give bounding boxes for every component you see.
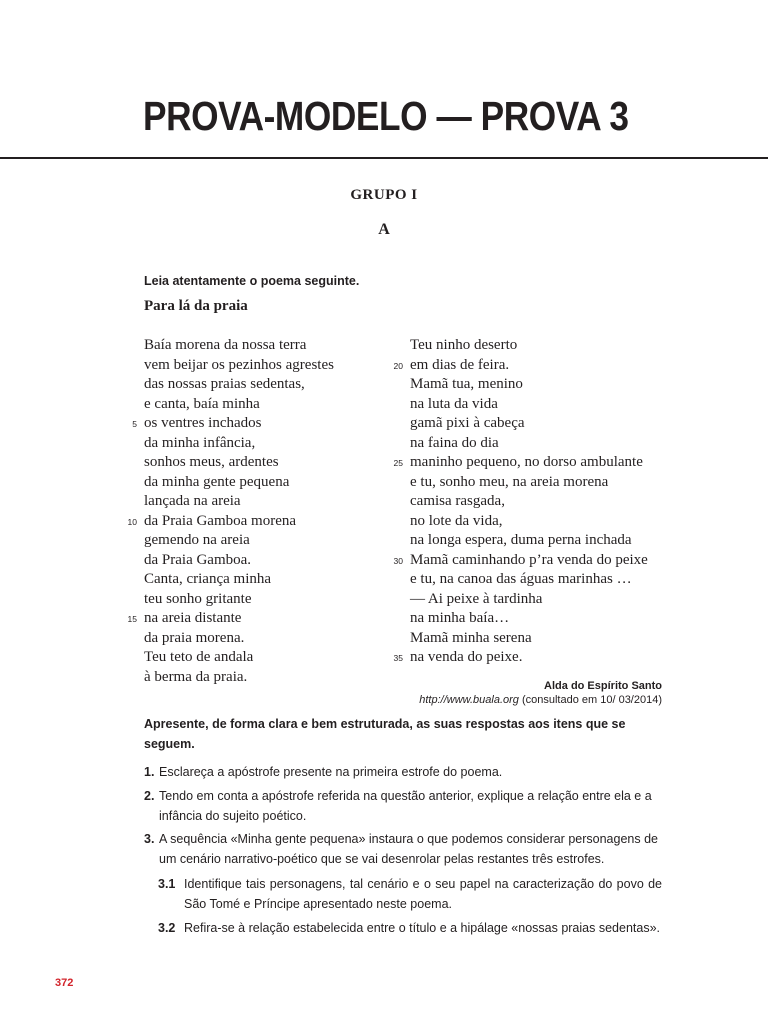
poem-line-text: na faina do dia [410, 434, 499, 451]
poem-right-column [393, 336, 648, 668]
question-text: Tendo em conta a apóstrofe referida na questão anterior, explique a relação entre ela e a infância do sujeito poético. [159, 789, 652, 823]
poem-line [127, 512, 334, 532]
question-number: 1. [144, 765, 155, 779]
question-number: 3.2 [158, 921, 176, 935]
poem-line-text: no lote da vida, [410, 512, 503, 529]
question-3 [144, 829, 664, 869]
poem-line-text: — Ai peixe à tardinha [410, 590, 543, 607]
poem-line-text: da minha gente pequena [144, 473, 290, 490]
question-number: 3.1 [158, 877, 176, 891]
poem-line-text: na minha baía… [410, 610, 510, 626]
line-number: 5 [132, 419, 137, 429]
poem-line [127, 609, 334, 629]
source-consulted-date: (consultado em 10/ 03/2014) [518, 694, 662, 706]
page-number: 372 [55, 977, 74, 989]
poem-line-text: lançada na areia [144, 493, 241, 509]
poem-line [410, 570, 648, 590]
poem-line-text: gemendo na areia [144, 532, 250, 548]
poem-line [144, 570, 334, 590]
poem-line [144, 531, 334, 551]
poem-line [144, 336, 334, 356]
poem-title: Para lá da praia [144, 298, 248, 314]
poem-line-text: camisa rasgada, [410, 493, 505, 509]
poem-line-text: sonhos meus, ardentes [144, 454, 279, 470]
line-number: 25 [393, 458, 403, 468]
poem-line-text: Teu ninho deserto [410, 337, 518, 353]
poem-line [144, 473, 334, 493]
poem-line [144, 629, 334, 649]
poem-line [410, 590, 648, 610]
poem-line [144, 395, 334, 415]
group-heading: GRUPO I [350, 187, 418, 203]
poem-line [144, 356, 334, 376]
poem-line-text: da minha infância, [144, 434, 256, 451]
poem-line [144, 375, 334, 395]
poem-line [393, 453, 648, 473]
poem-line [410, 609, 648, 629]
question-number: 3. [144, 832, 155, 846]
poem-line [144, 492, 334, 512]
question-text: Esclareça a apóstrofe presente na primeira estrofe do poema. [159, 765, 503, 779]
poem-line-text: em dias de feira. [410, 356, 510, 373]
poem-line-text: na longa espera, duma perna inchada [410, 532, 632, 548]
poem-line-text: os ventres inchados [144, 415, 262, 431]
poem-line-text: Mamã caminhando p’ra venda do peixe [410, 551, 648, 568]
poem-line-text: gamã pixi à cabeça [410, 415, 525, 431]
poem-line-text: e tu, na canoa das águas marinhas … [410, 571, 632, 587]
line-number: 10 [127, 516, 137, 527]
poem-line-text: e canta, baía minha [144, 395, 260, 412]
poem-source [419, 694, 662, 706]
poem-line [132, 414, 334, 434]
poem-line [144, 648, 334, 668]
poem-line-text: e tu, sonho meu, na areia morena [410, 473, 609, 490]
poem-line [144, 453, 334, 473]
poem-author: Alda do Espírito Santo [544, 680, 662, 692]
poem-line [410, 434, 648, 454]
poem-line-text: vem beijar os pezinhos agrestes [144, 356, 334, 373]
poem-left-column [127, 336, 334, 687]
poem-line-text: na luta da vida [410, 395, 498, 412]
poem-line-text: Mamã minha serena [410, 629, 532, 646]
question-number: 2. [144, 789, 155, 803]
poem-line [393, 356, 648, 376]
poem-line [410, 395, 648, 415]
poem-line-text: Mamã tua, menino [410, 376, 523, 392]
question-1 [144, 762, 664, 782]
poem-line-text: da praia morena. [144, 629, 245, 646]
question-text: A sequência «Minha gente pequena» instaura o que podemos considerar personagens de um cenário narrativo-poético que se vai desenrolar pelas restantes três estrofes. [159, 832, 658, 866]
line-number: 15 [127, 614, 137, 624]
question-text: Identifique tais personagens, tal cenário e o seu papel na caracterização do povo de São Tomé e Príncipe apresentado neste poema. [184, 877, 662, 911]
source-link[interactable]: http://www.buala.org [419, 694, 519, 706]
reading-instruction: Leia atentamente o poema seguinte. [144, 274, 360, 288]
poem-line [410, 531, 648, 551]
page-title: PROVA-MODELO — PROVA 3 [143, 93, 629, 139]
poem-line [393, 648, 648, 668]
part-heading: A [378, 221, 390, 238]
poem-line [410, 375, 648, 395]
poem-line-text: Teu teto de andala [144, 649, 254, 665]
poem-line-text: na venda do peixe. [410, 649, 523, 665]
line-number: 30 [393, 555, 403, 566]
poem-line [410, 512, 648, 532]
line-number: 20 [393, 360, 403, 371]
question-3-2 [158, 918, 662, 938]
poem-line-text: Canta, criança minha [144, 571, 272, 587]
poem-line-text: das nossas praias sedentas, [144, 376, 305, 392]
poem-line-text: teu sonho gritante [144, 590, 252, 607]
poem-line [144, 668, 334, 688]
question-text: Refira-se à relação estabelecida entre o título e a hipálage «nossas praias sedentas». [184, 921, 660, 935]
question-3-1 [158, 874, 662, 914]
poem-line [393, 551, 648, 571]
line-number: 35 [393, 653, 403, 663]
title-divider [0, 157, 768, 159]
poem-line-text: Baía morena da nossa terra [144, 337, 307, 353]
poem-line-text: à berma da praia. [144, 668, 248, 685]
poem-line [144, 590, 334, 610]
poem-line [144, 434, 334, 454]
poem-line [410, 492, 648, 512]
poem-line-text: maninho pequeno, no dorso ambulante [410, 454, 643, 470]
question-2 [144, 786, 664, 826]
poem-line [410, 629, 648, 649]
poem-line-text: da Praia Gamboa morena [144, 512, 297, 529]
poem-line [410, 473, 648, 493]
poem-line-text: na areia distante [144, 610, 242, 626]
poem-line [410, 414, 648, 434]
poem-line [144, 551, 334, 571]
poem-line [410, 336, 648, 356]
poem-line-text: da Praia Gamboa. [144, 551, 252, 568]
answer-instruction: Apresente, de forma clara e bem estruturada, as suas respostas aos itens que se seguem. [144, 717, 626, 751]
